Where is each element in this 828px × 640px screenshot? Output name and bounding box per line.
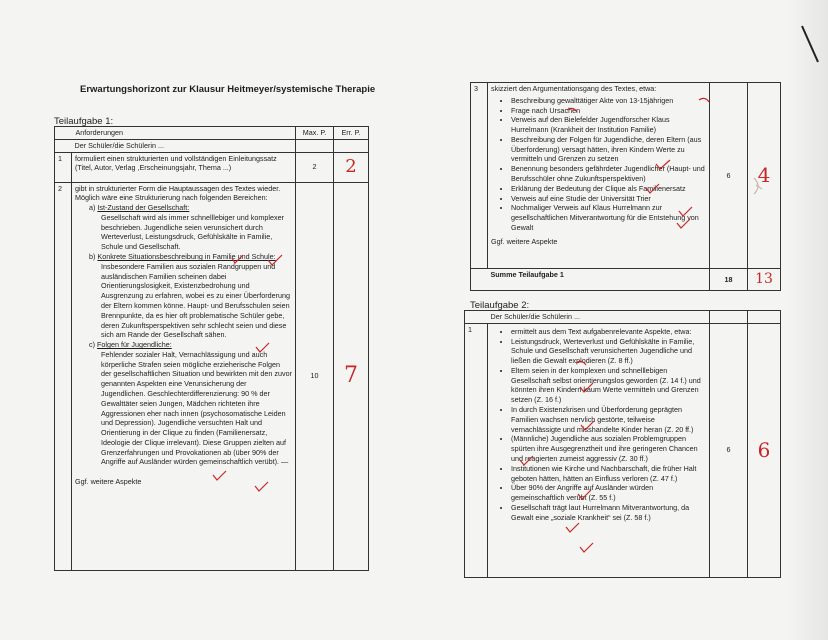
list-item: • Erklärung der Bedeutung der Clique als Familienersatz [511, 184, 706, 194]
list-item: • Beschreibung gewalttätiger Akte von 13-15jährigen [511, 96, 706, 106]
task-description: formuliert einen strukturierten und vollständigen Einleitungssatz (Titel, Autor, Verlag ,Erscheinungsjahr, Thema ...) [72, 152, 296, 182]
further-aspects: Ggf. weitere Aspekte [491, 236, 558, 246]
page-title: Erwartungshorizont zur Klausur Heitmeyer/systemische Therapie [80, 84, 376, 95]
header-max-points: Max. P. [296, 127, 334, 140]
subsection-b: b) Konkrete Situationsbeschreibung in Familie und Schule: Insbesondere Familien aus sozialen Randgruppen und ausländischen Familien scheinen dabei Orientierungslosigkeit, Existenzbedrohung und Ausgrenzung zu erfahren, wobei es zu einer Überforderung der Eltern kommen könne. Haupt- und Berufsschulen seien Brennpunkte, da es hier oft problematische Schüler gebe, deren Zukunftsperspektiven sehr schlecht seien und diese sich am Rande der Gesellschaft sähen. [89, 252, 292, 340]
subsection-body: Fehlender sozialer Halt, Vernachlässigung und auch körperliche Strafen seien mögliche erzieherische Folgen der gesellschaftlichen Situation und bewirkten mit den zuvor genannten Aspekten eine Verunsicherung der Jugendlichen. Geschlechterdifferenzierung: 90 % der Gewalttäter seien Jungen, Mädchen richteten ihre Aggressionen eher nach innen (psychosomatische Leiden und Depression). Jugendliche versuchten Halt und Orientierung in der Clique zu finden (Familienersatz, Ideologie der Clique irrelevant). Diese Gruppen zielten auf Grenzerfahrungen und Provokationen ab (über 90% der Angriffe auf Ausländer würden gemeinschaftlich verübt). — [101, 349, 292, 467]
earned-points-handwritten: 2 [345, 155, 357, 177]
subsection-c: c) Folgen für Jugendliche: Fehlender sozialer Halt, Vernachlässigung und auch körperliche Strafen seien mögliche erzieherische Folgen der gesellschaftlichen Situation und bewirkten mit den zuvor genannten Aspekten eine Verunsicherung der Jugendlichen. Geschlechterdifferenzierung: 90 % der Gewalttäter seien Jungen, Mädchen richteten ihre Aggressionen eher nach innen (psychosomatische Leiden und Depression). Jugendliche versuchten Halt und Orientierung in der Clique zu finden (Familienersatz, Ideologie der Clique irrelevant). Diese Gruppen zielten auf Grenzerfahrungen und Provokationen ab (über 90% der Angriffe auf Ausländer würden gemeinschaftlich verübt). — [89, 340, 292, 467]
table-row-student [55, 139, 369, 152]
list-item: • ermittelt aus dem Text aufgabenrelevante Aspekte, etwa: [511, 327, 706, 337]
earned-points-handwritten: 6 [757, 437, 771, 462]
task-number: 3 [471, 83, 488, 269]
earned-points-handwritten: 4 [757, 162, 771, 187]
table-row-task-2-1 [465, 323, 781, 577]
earned-points-handwritten: 7 [344, 363, 358, 389]
grading-table-right-top [470, 82, 781, 291]
list-item: • In durch Existenzkrisen und Überforderung geprägten Familien wachsen nervlich gestörte, teilweise vernachlässigte und misshandelte Kinder heran (Z. 20 ff.) [511, 405, 706, 434]
table-row-task-1 [55, 152, 369, 182]
task-number: 1 [465, 323, 488, 577]
subsection-title: Ist-Zustand der Gesellschaft: [97, 203, 190, 213]
student-label: Der Schüler/die Schülerin ... [488, 311, 710, 324]
list-item: • Beschreibung der Folgen für Jugendliche, deren Eltern (aus Überforderung) versagt hätten, ihren Kindern Werte zu vermitteln und Grenzen zu setzen [511, 135, 706, 164]
task-description: skizziert den Argumentationsgang des Textes, etwa: [491, 84, 657, 93]
list-item: • Über 90% der Angriffe auf Ausländer würden gemeinschaftlich verübt (Z. 55 f.) [511, 483, 706, 503]
task-number: 1 [55, 152, 72, 182]
header-earned-points: Err. P. [334, 127, 369, 140]
max-points: 2 [296, 152, 334, 182]
table-header-row [55, 127, 369, 140]
aspect-list [491, 96, 706, 233]
further-aspects: Ggf. weitere Aspekte [75, 477, 142, 487]
aspect-list [491, 327, 706, 523]
list-item: • Eltern seien in der komplexen und schnelllebigen Gesellschaft selbst orientierungslos geworden (Z. 14 f.) und könnten ihren Kindern kaum Werte vermitteln und Grenzen setzen (Z. 16 f.) [511, 366, 706, 405]
subsection-a: a) Ist-Zustand der Gesellschaft: Gesellschaft wird als immer schnelllebiger und komplexer beschrieben. Jugendliche seien verunsichert durch Werteverlust, Leistungsdruck, Gefühlskälte in Familie, Schule und Gesellschaft. [89, 203, 292, 252]
list-item: • Gesellschaft trägt laut Hurrelmann Mitverantwortung, da Gewalt eine „soziale Krankheit“ sei (Z. 58 f.) [511, 503, 706, 523]
section-label-teilaufgabe-1: Teilaufgabe 1: [54, 116, 114, 127]
task-number: 2 [55, 182, 72, 570]
list-item: • Frage nach Ursachen [511, 106, 706, 116]
grading-table-left [54, 126, 369, 571]
sum-label: Summe Teilaufgabe 1 [488, 269, 710, 291]
table-row-student [465, 311, 781, 324]
list-item: • Institutionen wie Kirche und Nachbarschaft, die früher Halt geboten hätten, hätten an Einfluss verloren (Z. 47 f.) [511, 464, 706, 484]
grading-table-right-bottom [464, 310, 781, 578]
sum-max-points: 18 [710, 269, 748, 291]
table-row-sum [471, 269, 781, 291]
table-row-task-3 [471, 83, 781, 269]
header-criteria: Anforderungen [72, 127, 296, 140]
max-points: 6 [710, 323, 748, 577]
list-item: • Verweis auf eine Studie der Universität Trier [511, 194, 706, 204]
subsection-title: Konkrete Situationsbeschreibung in Familie und Schule: [97, 252, 276, 262]
list-item: • Benennung besonders gefährdeter Jugendlicher (Haupt- und Berufsschüler ohne Zukunftsperspektiven) [511, 164, 706, 184]
max-points: 6 [710, 83, 748, 269]
list-item: • Leistungsdruck, Werteverlust und Gefühlskälte in Familie, Schule und Gesellschaft verunsicherten Jugendliche und ließen die Gewalt explodieren (Z. 8 ff.) [511, 337, 706, 366]
subsection-body: Insbesondere Familien aus sozialen Randgruppen und ausländischen Familien scheinen dabei Orientierungslosigkeit, Existenzbedrohung und Ausgrenzung zu erfahren, wobei es zu einer Überforderung der Eltern kommen könne. Haupt- und Berufsschulen seien Brennpunkte, da es hier oft problematische Schüler gebe, deren Zukunftsperspektiven sehr schlecht seien und diese sich am Rande der Gesellschaft sähen. [101, 261, 290, 340]
max-points: 10 [296, 182, 334, 570]
subsection-title: Folgen für Jugendliche: [97, 340, 172, 350]
scan-edge-shadow [788, 0, 828, 640]
list-item: • (Männliche) Jugendliche aus sozialen Problemgruppen spürten ihre Ausgegrenztheit und ihre geringeren Chancen und reagierten zumeist aggressiv (Z. 30 ff.) [511, 434, 706, 463]
sum-earned-handwritten: 13 [755, 271, 773, 287]
list-item: • Nochmaliger Verweis auf Klaus Hurrelmann zur gesellschaftlichen Mitverantwortung für die Entstehung von Gewalt [511, 203, 706, 232]
subsection-body: Gesellschaft wird als immer schnelllebiger und komplexer beschrieben. Jugendliche seien verunsichert durch Werteverlust, Leistungsdruck, Gefühlskälte in Familie, Schule und Gesellschaft. [101, 212, 284, 252]
table-row-task-2 [55, 182, 369, 570]
list-item: • Verweis auf den Bielefelder Jugendforscher Klaus Hurrelmann (Krankheit der Institution Familie) [511, 115, 706, 135]
page-corner-mark [800, 24, 820, 64]
section-label-teilaufgabe-2: Teilaufgabe 2: [470, 300, 530, 311]
task-description: gibt in strukturierter Form die Hauptaussagen des Textes wieder. Möglich wäre eine Strukturierung nach folgenden Bereichen: [75, 183, 281, 203]
student-label: Der Schüler/die Schülerin ... [72, 139, 296, 152]
